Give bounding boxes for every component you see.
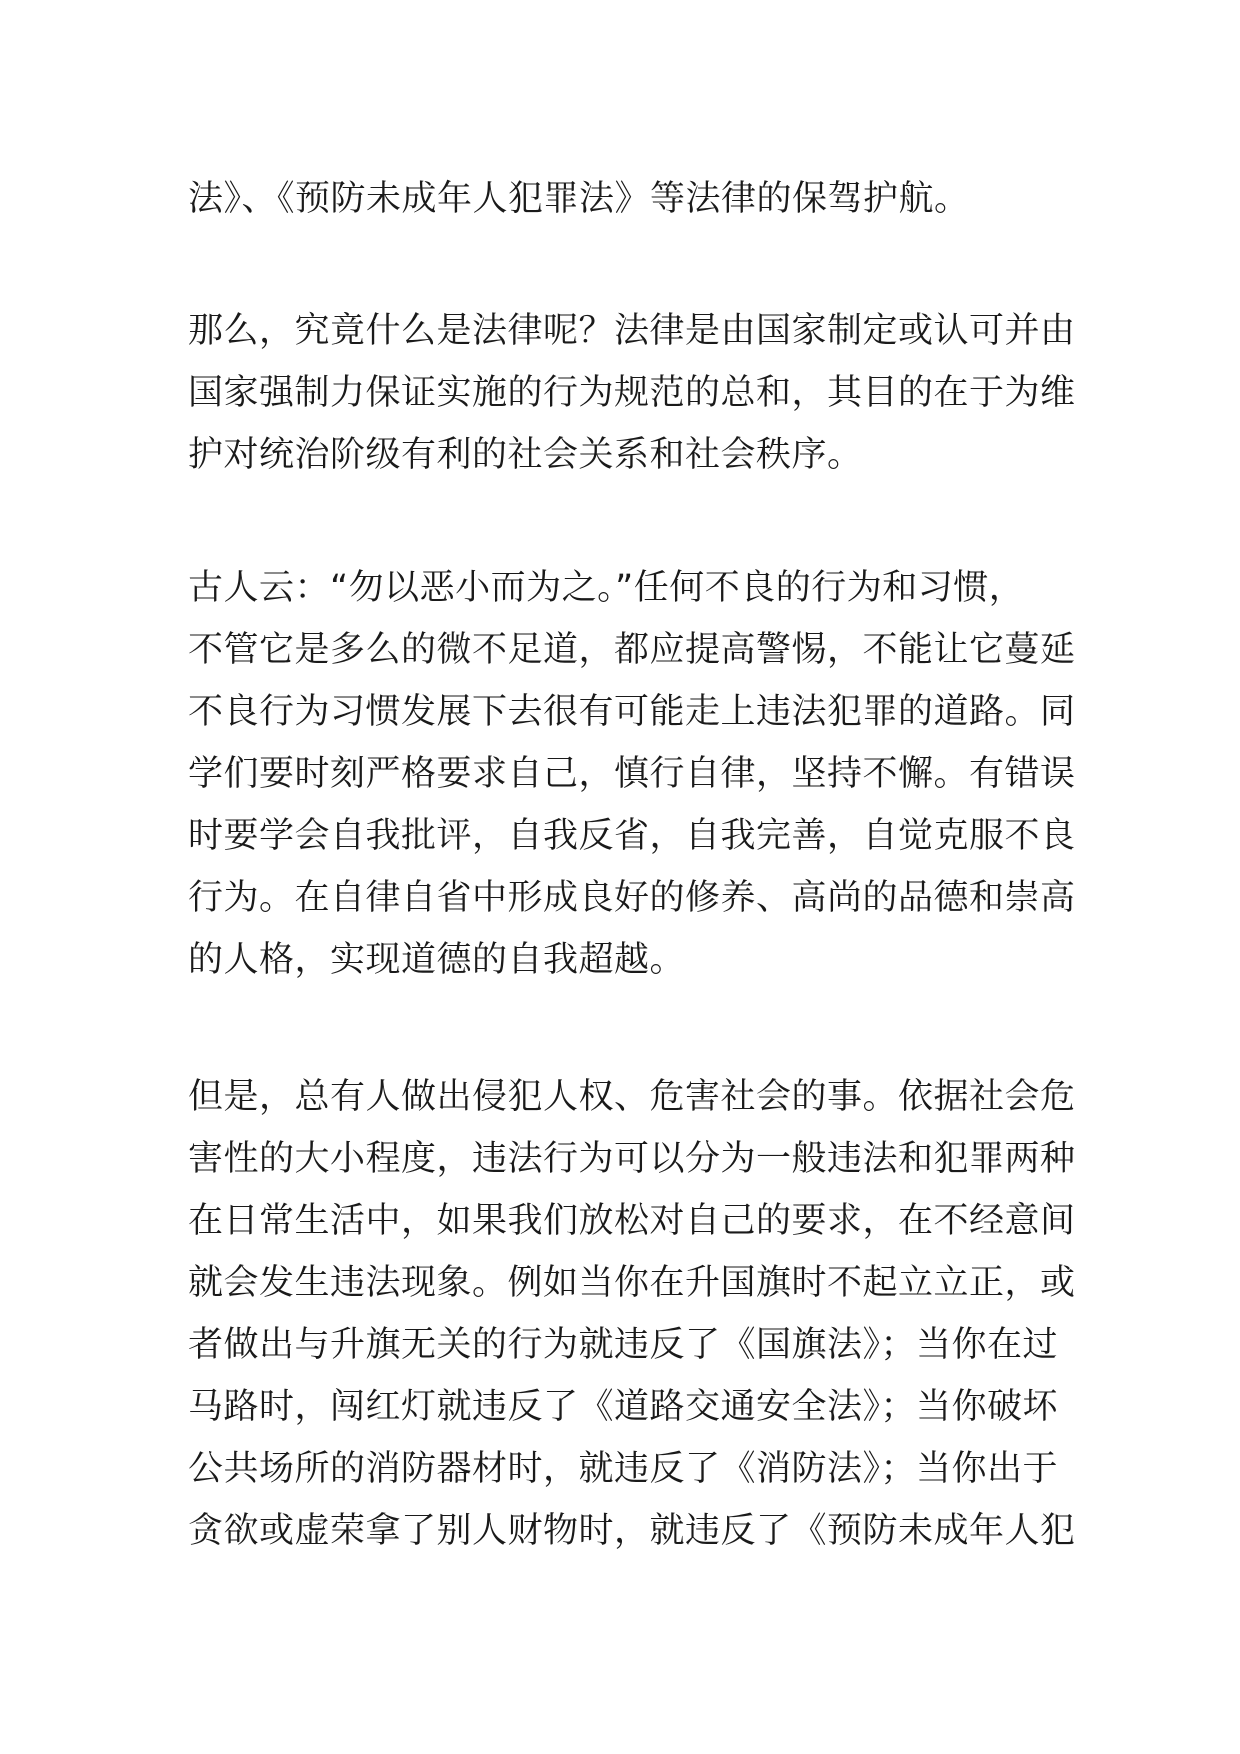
paragraph-3 [188, 557, 1076, 991]
text-line: 那么，究竟什么是法律呢？法律是由国家制定或认可并由 [188, 311, 1076, 351]
text-line: 公共场所的消防器材时，就违反了《消防法》；当你出于 [188, 1449, 1059, 1489]
text-line: 的人格，实现道德的自我超越。 [188, 940, 686, 980]
text-line: 法》、《预防未成年人犯罪法》等法律的保驾护航。 [188, 179, 970, 219]
paragraph-2 [188, 300, 1076, 486]
text-line: 不管它是多么的微不足道，都应提高警惕，不能让它蔓延 [188, 630, 1076, 670]
text-line: 在日常生活中，如果我们放松对自己的要求，在不经意间 [188, 1201, 1076, 1241]
text-line: 国家强制力保证实施的行为规范的总和，其目的在于为维 [188, 373, 1076, 413]
text-line: 但是，总有人做出侵犯人权、危害社会的事。依据社会危 [188, 1077, 1076, 1117]
paragraph-1 [188, 168, 1058, 230]
text-line: 学们要时刻严格要求自己，慎行自律，坚持不懈。有错误 [188, 754, 1076, 794]
text-line: 行为。在自律自省中形成良好的修养、高尚的品德和崇高 [188, 878, 1076, 918]
paragraph-4 [188, 1066, 1076, 1562]
text-line: 马路时，闯红灯就违反了《道路交通安全法》；当你破坏 [188, 1387, 1059, 1427]
text-line: 不良行为习惯发展下去很有可能走上违法犯罪的道路。同 [188, 692, 1076, 732]
text-line: 护对统治阶级有利的社会关系和社会秩序。 [188, 435, 863, 475]
text-line: 者做出与升旗无关的行为就违反了《国旗法》；当你在过 [188, 1325, 1059, 1365]
text-line: 就会发生违法现象。例如当你在升国旗时不起立立正，或 [188, 1263, 1076, 1303]
text-line: 时要学会自我批评，自我反省，自我完善，自觉克服不良 [188, 816, 1076, 856]
text-line: 贪欲或虚荣拿了别人财物时，就违反了《预防未成年人犯 [188, 1511, 1076, 1551]
text-line: 古人云：“勿以恶小而为之。”任何不良的行为和习惯， [188, 568, 1025, 608]
text-line: 害性的大小程度，违法行为可以分为一般违法和犯罪两种 [188, 1139, 1076, 1179]
